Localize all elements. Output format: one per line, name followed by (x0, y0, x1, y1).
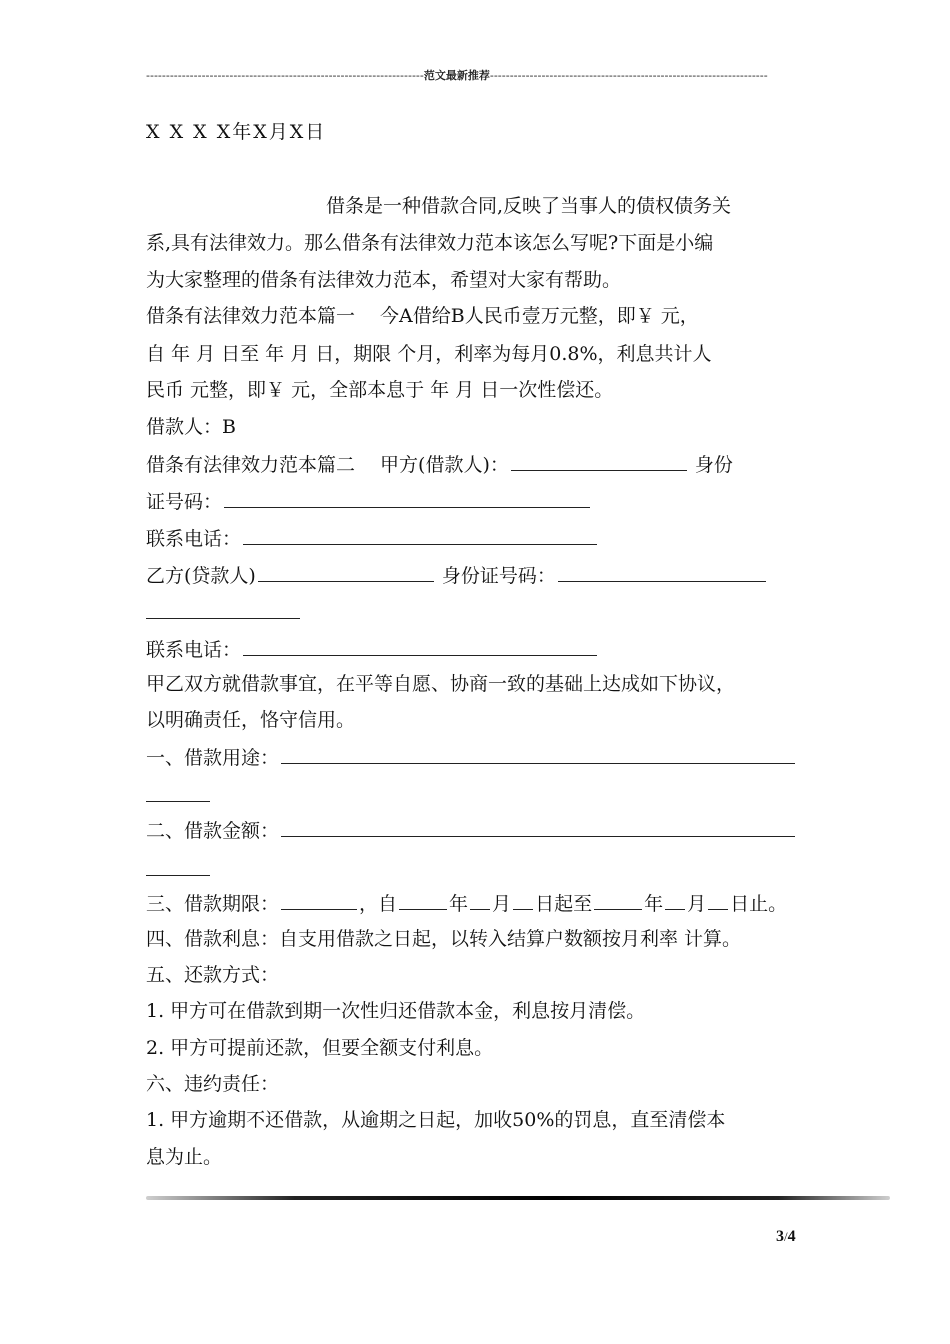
repay-title: 五、还款方式： (146, 964, 280, 986)
borrower-line: 借款人：B (146, 416, 236, 438)
term-day-from: 日起至 (535, 893, 593, 915)
phone-line (146, 526, 599, 551)
part1-line-3: 民币 元整，即￥ 元，全部本息于 年 月 日一次性偿还。 (146, 379, 614, 401)
phone-label: 联系电话： (146, 528, 242, 550)
start-month-blank[interactable] (470, 891, 490, 910)
lender-id-label: 身份证号码： (441, 565, 556, 587)
purpose-label: 一、借款用途： (146, 747, 280, 769)
end-month-blank[interactable] (665, 891, 685, 910)
lender-name-blank[interactable] (258, 563, 434, 582)
purpose-blank-continued (146, 800, 210, 802)
term-month: 月 (492, 893, 512, 915)
breach-item-1-line-2: 息为止。 (146, 1146, 223, 1168)
id-label: 证号码： (146, 491, 223, 513)
intro-line-3: 为大家整理的借条有法律效力范本，希望对大家有帮助。 (146, 269, 622, 291)
amount-blank-continued (146, 874, 210, 876)
term-month-2: 月 (687, 893, 707, 915)
phone-line-2 (146, 637, 599, 662)
term-year-2: 年 (644, 893, 664, 915)
start-year-blank[interactable] (399, 891, 447, 910)
lender-label: 乙方(贷款人) (146, 565, 256, 587)
end-year-blank[interactable] (594, 891, 642, 910)
repay-item-1: 1. 甲方可在借款到期一次性归还借款本金，利息按月清偿。 (146, 1000, 646, 1022)
header-label: 范文最新推荐 (423, 69, 490, 82)
page-number (776, 1228, 796, 1246)
part1-line-2: 自 年 月 日至 年 月 日，期限 个月，利率为每月0.8%，利息共计人 (146, 343, 712, 365)
borrower-phone-blank[interactable] (243, 526, 597, 545)
phone-label-2: 联系电话： (146, 639, 242, 661)
lender-line (146, 563, 768, 588)
intro-line-2: 系,具有法律效力。那么借条有法律效力范本该怎么写呢?下面是小编 (146, 232, 714, 254)
part2-title-line (146, 452, 733, 477)
purpose-line (146, 745, 797, 770)
agreement-line-1: 甲乙双方就借款事宜，在平等自愿、协商一致的基础上达成如下协议， (146, 673, 736, 695)
term-label: 三、借款期限： (146, 893, 280, 915)
end-day-blank[interactable] (708, 891, 728, 910)
header-left-dashes: ---------------------------------------------------------------------- (146, 69, 424, 82)
term-line (146, 891, 787, 916)
agreement-line-2: 以明确责任，恪守信用。 (146, 709, 356, 731)
amount-blank[interactable] (281, 818, 795, 837)
lender-id-blank-continued (146, 617, 300, 619)
interest-line: 四、借款利息：自支用借款之日起，以转入结算户数额按月利率 计算。 (146, 928, 742, 950)
page-header (146, 68, 792, 84)
page-total: 4 (787, 1228, 796, 1245)
term-from: ，自 (359, 893, 398, 915)
header-right-dashes: ---------------------------------------------------------------------- (489, 69, 768, 82)
breach-item-1-line-1: 1. 甲方逾期不还借款，从逾期之日起，加收50%的罚息，直至清偿本 (146, 1109, 726, 1131)
page-current: 3 (776, 1228, 784, 1245)
term-end: 日止。 (730, 893, 788, 915)
purpose-blank[interactable] (281, 745, 795, 764)
footer-rule (146, 1196, 890, 1200)
borrower-name-blank[interactable] (511, 452, 687, 471)
page-separator: / (784, 1229, 788, 1244)
id-suffix: 身份 (694, 454, 733, 476)
term-blank[interactable] (281, 891, 357, 910)
part1-line-1: 借条有法律效力范本篇一 今A借给B人民币壹万元整，即￥ 元， (146, 305, 699, 327)
lender-phone-blank[interactable] (243, 637, 597, 656)
breach-title: 六、违约责任： (146, 1073, 280, 1095)
repay-item-2: 2. 甲方可提前还款，但要全额支付利息。 (146, 1037, 494, 1059)
start-day-blank[interactable] (513, 891, 533, 910)
lender-id-blank[interactable] (558, 563, 766, 582)
amount-label: 二、借款金额： (146, 820, 280, 842)
part2-title: 借条有法律效力范本篇二 甲方(借款人)： (146, 454, 509, 476)
amount-line (146, 818, 797, 843)
id-line (146, 489, 592, 514)
date-line: X X X X年X月X日 (146, 121, 327, 143)
intro-line-1: 借条是一种借款合同,反映了当事人的债权债务关 (326, 195, 732, 217)
borrower-id-blank[interactable] (224, 489, 590, 508)
term-year: 年 (449, 893, 469, 915)
